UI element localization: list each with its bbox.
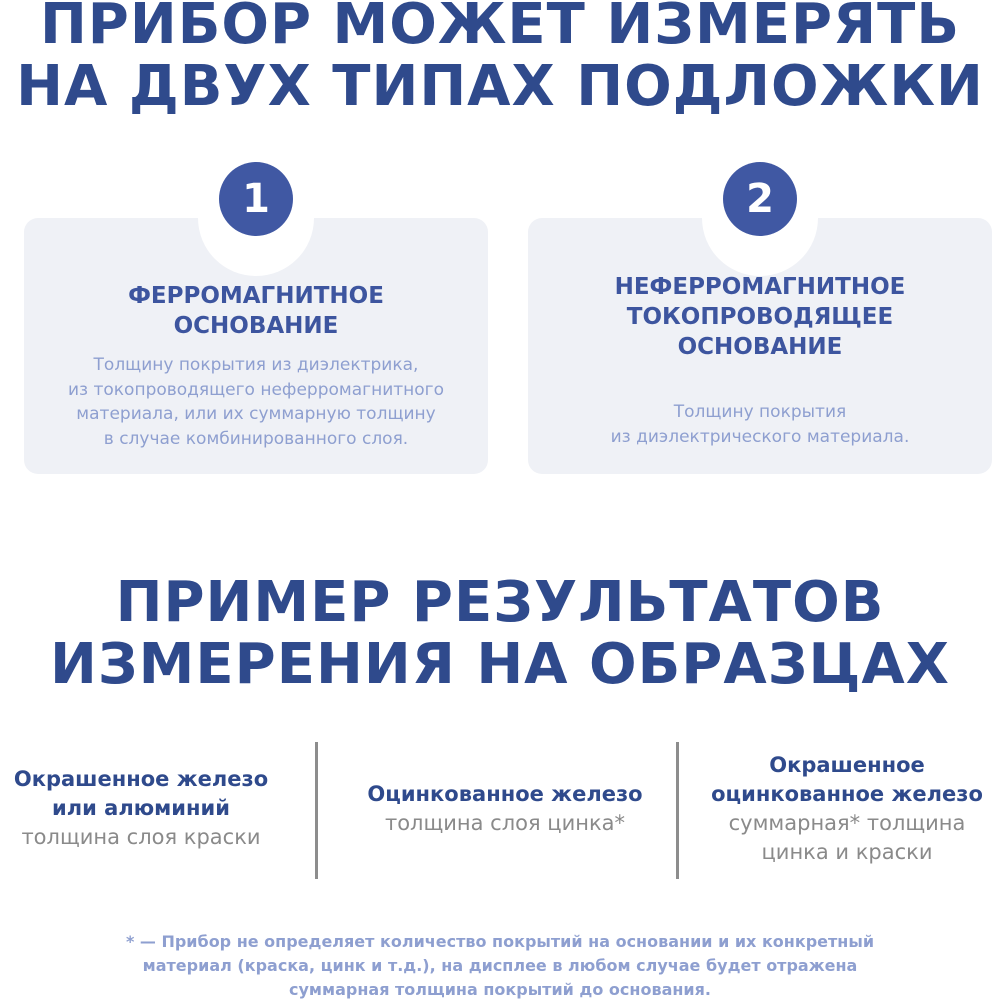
card-heading-line: ФЕРРОМАГНИТНОЕ xyxy=(128,283,384,309)
card-heading xyxy=(528,272,992,362)
card-ferromagnetic xyxy=(24,176,488,474)
footnote-line: материал (краска, цинк и т.д.), на дисплее в любом случае будет отражена xyxy=(142,956,858,975)
card-heading-line: ОСНОВАНИЕ xyxy=(173,313,339,339)
sample-painted-iron xyxy=(0,765,282,852)
number-badge: 2 xyxy=(723,162,797,236)
sample-result-line: толщина слоя краски xyxy=(21,825,261,849)
card-description xyxy=(528,400,992,449)
title-line: ИЗМЕРЕНИЯ НА ОБРАЗЦАХ xyxy=(50,632,950,697)
card-heading-line: НЕФЕРРОМАГНИТНОЕ xyxy=(614,274,906,300)
sample-result-line: цинка и краски xyxy=(761,840,933,864)
sample-painted-galvanized-iron xyxy=(694,751,1000,867)
sample-name-line: Окрашенное железо xyxy=(13,767,269,791)
sample-name-line: или алюминий xyxy=(52,796,230,820)
sample-galvanized-iron xyxy=(338,780,672,838)
footnote-line: суммарная толщина покрытий до основания. xyxy=(289,980,711,999)
title-line: ПРИБОР МОЖЕТ ИЗМЕРЯТЬ xyxy=(39,0,961,57)
card-description-line: материала, или их суммарную толщину xyxy=(76,404,436,424)
card-description-line: из токопроводящего неферромагнитного xyxy=(67,379,445,400)
sample-name-line: оцинкованное железо xyxy=(711,782,983,806)
footnote xyxy=(0,930,1000,1002)
card-heading xyxy=(24,281,488,341)
card-nonferromagnetic xyxy=(528,176,992,474)
title-line: ПРИМЕР РЕЗУЛЬТАТОВ xyxy=(115,570,885,635)
number-badge: 1 xyxy=(219,162,293,236)
sample-name-line: Оцинкованное железо xyxy=(367,782,643,806)
card-description xyxy=(24,353,488,451)
section-title-results xyxy=(0,572,1000,696)
card-heading-line: ТОКОПРОВОДЯЩЕЕ xyxy=(626,304,894,330)
card-description-line: из диэлектрического материала. xyxy=(610,426,910,447)
card-heading-line: ОСНОВАНИЕ xyxy=(677,334,843,360)
card-description-line: Толщину покрытия из диэлектрика, xyxy=(93,355,419,375)
sample-result-line: толщина слоя цинка* xyxy=(384,811,626,835)
sample-result-line: суммарная* толщина xyxy=(728,811,966,835)
column-divider xyxy=(676,742,679,879)
sample-name-line: Окрашенное xyxy=(769,753,925,777)
card-description-line: Толщину покрытия xyxy=(673,402,847,422)
card-description-line: в случае комбинированного слоя. xyxy=(103,428,409,449)
footnote-line: * — Прибор не определяет количество покрытий на основании и их конкретный xyxy=(125,932,875,951)
section-title-substrates xyxy=(0,0,1000,118)
title-line: НА ДВУХ ТИПАХ ПОДЛОЖКИ xyxy=(16,54,984,119)
column-divider xyxy=(315,742,318,879)
